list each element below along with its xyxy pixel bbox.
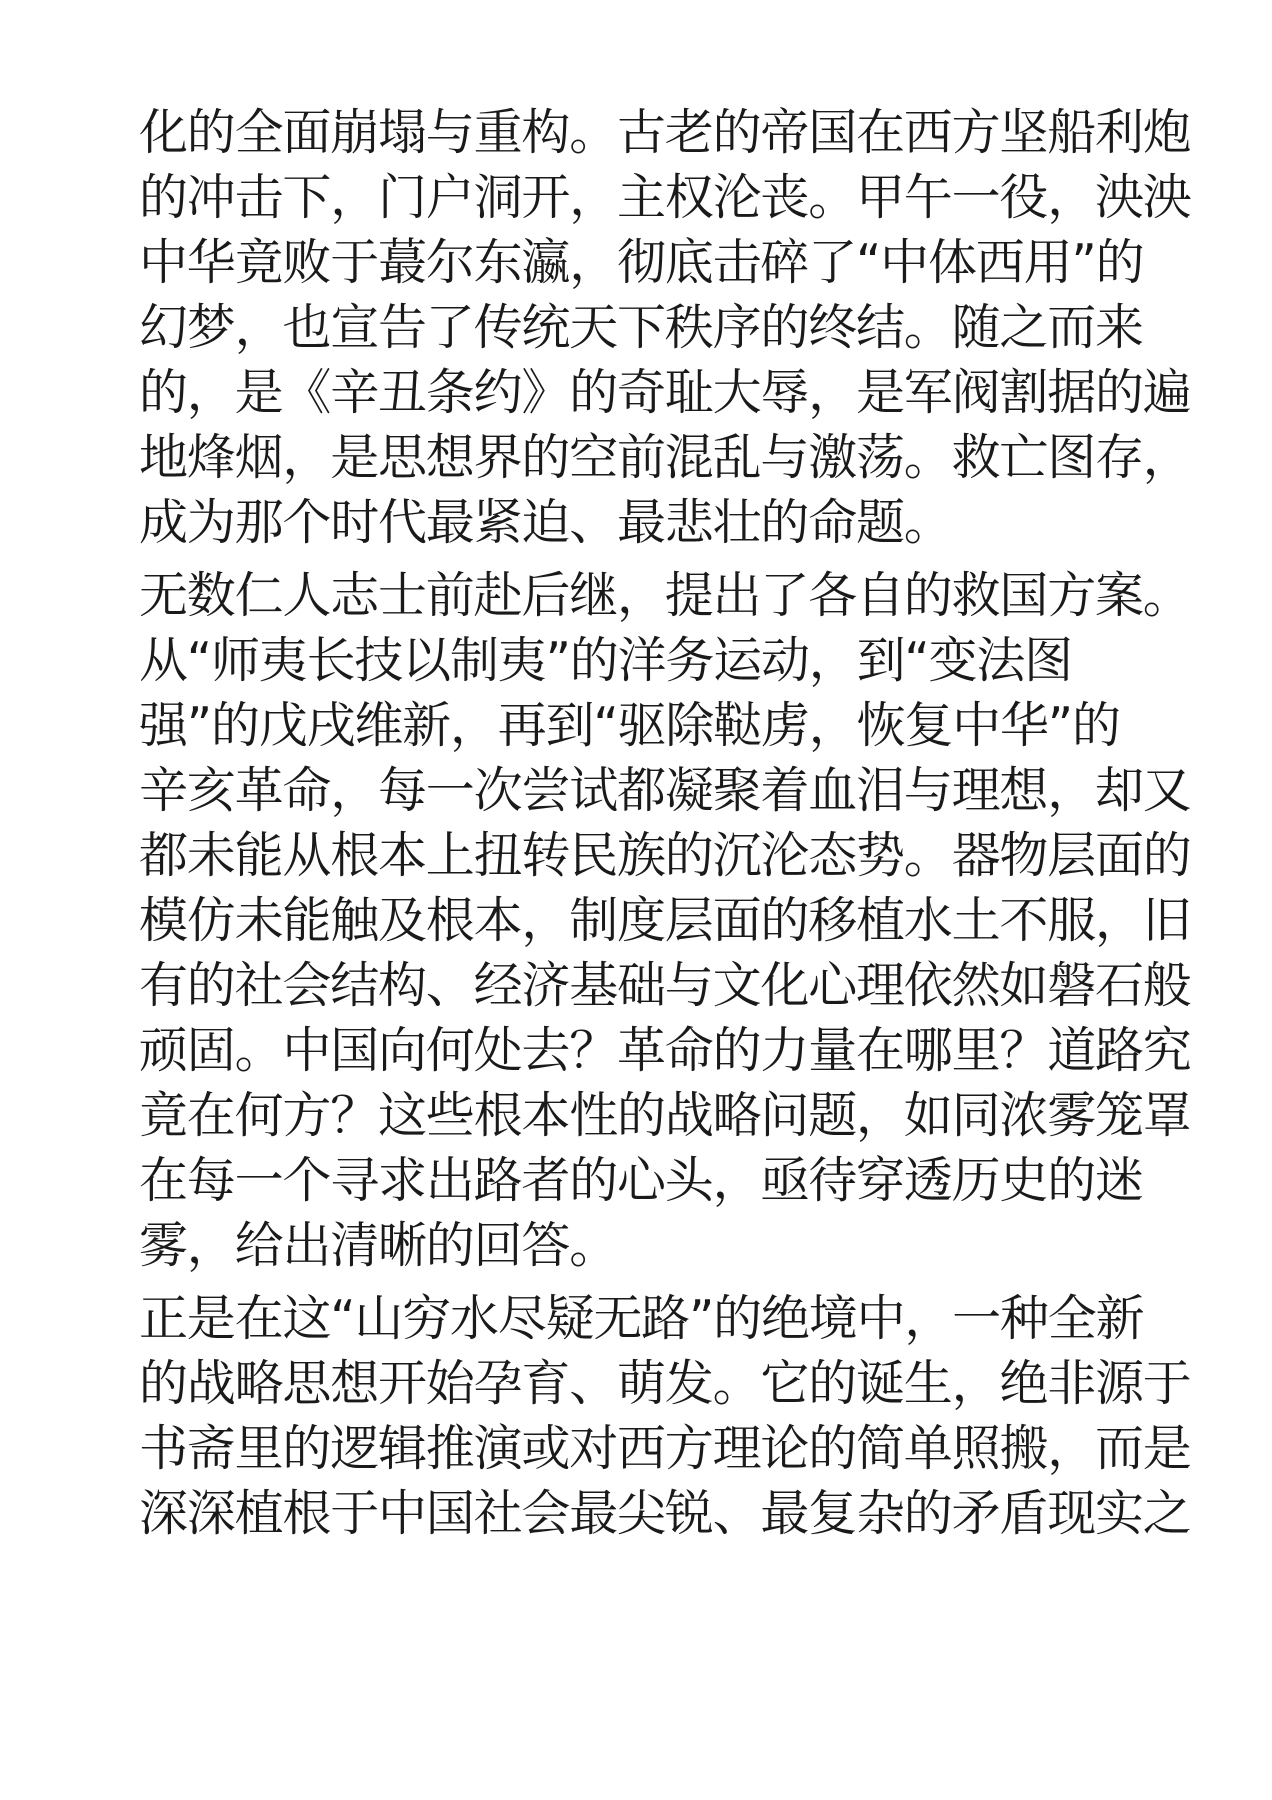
text-line: 的冲击下，门户洞开，主权沦丧。甲午一役，泱泱 xyxy=(139,169,1191,226)
text-line: 无数仁人志士前赴后继，提出了各自的救国方案。 xyxy=(139,567,1191,624)
text-line: 雾，给出清晰的回答。 xyxy=(139,1217,618,1274)
text-line: 强”的戊戌维新，再到“驱除鞑虏，恢复中华”的 xyxy=(139,697,1120,754)
text-line: 模仿未能触及根本，制度层面的移植水土不服，旧 xyxy=(139,892,1191,949)
text-line: 在每一个寻求出路者的心头，亟待穿透历史的迷 xyxy=(139,1152,1143,1209)
text-line: 的，是《辛丑条约》的奇耻大辱，是军阀割据的遍 xyxy=(139,364,1191,421)
text-line: 都未能从根本上扭转民族的沉沦态势。器物层面的 xyxy=(139,827,1191,884)
paragraph-2 xyxy=(139,563,1191,1278)
document-page xyxy=(139,100,1191,1554)
text-line: 有的社会结构、经济基础与文化心理依然如磐石般 xyxy=(139,957,1191,1014)
text-line: 书斋里的逻辑推演或对西方理论的简单照搬，而是 xyxy=(139,1420,1191,1477)
text-line: 辛亥革命，每一次尝试都凝聚着血泪与理想，却又 xyxy=(139,762,1191,819)
text-line: 正是在这“山穷水尽疑无路”的绝境中，一种全新 xyxy=(139,1290,1144,1347)
text-line: 从“师夷长技以制夷”的洋务运动，到“变法图 xyxy=(139,632,1072,689)
text-line: 地烽烟，是思想界的空前混乱与激荡。救亡图存， xyxy=(139,429,1191,486)
text-line: 的战略思想开始孕育、萌发。它的诞生，绝非源于 xyxy=(139,1355,1191,1412)
text-line: 化的全面崩塌与重构。古老的帝国在西方坚船利炮 xyxy=(139,104,1191,161)
text-line: 中华竟败于蕞尔东瀛，彻底击碎了“中体西用”的 xyxy=(139,234,1144,291)
text-line: 成为那个时代最紧迫、最悲壮的命题。 xyxy=(139,494,952,551)
paragraph-3 xyxy=(139,1286,1191,1546)
text-line: 幻梦，也宣告了传统天下秩序的终结。随之而来 xyxy=(139,299,1143,356)
text-line: 深深植根于中国社会最尖锐、最复杂的矛盾现实之 xyxy=(139,1485,1191,1542)
text-line: 顽固。中国向何处去？革命的力量在哪里？道路究 xyxy=(139,1022,1191,1079)
paragraph-1 xyxy=(139,100,1191,555)
text-line: 竟在何方？这些根本性的战略问题，如同浓雾笼罩 xyxy=(139,1087,1191,1144)
